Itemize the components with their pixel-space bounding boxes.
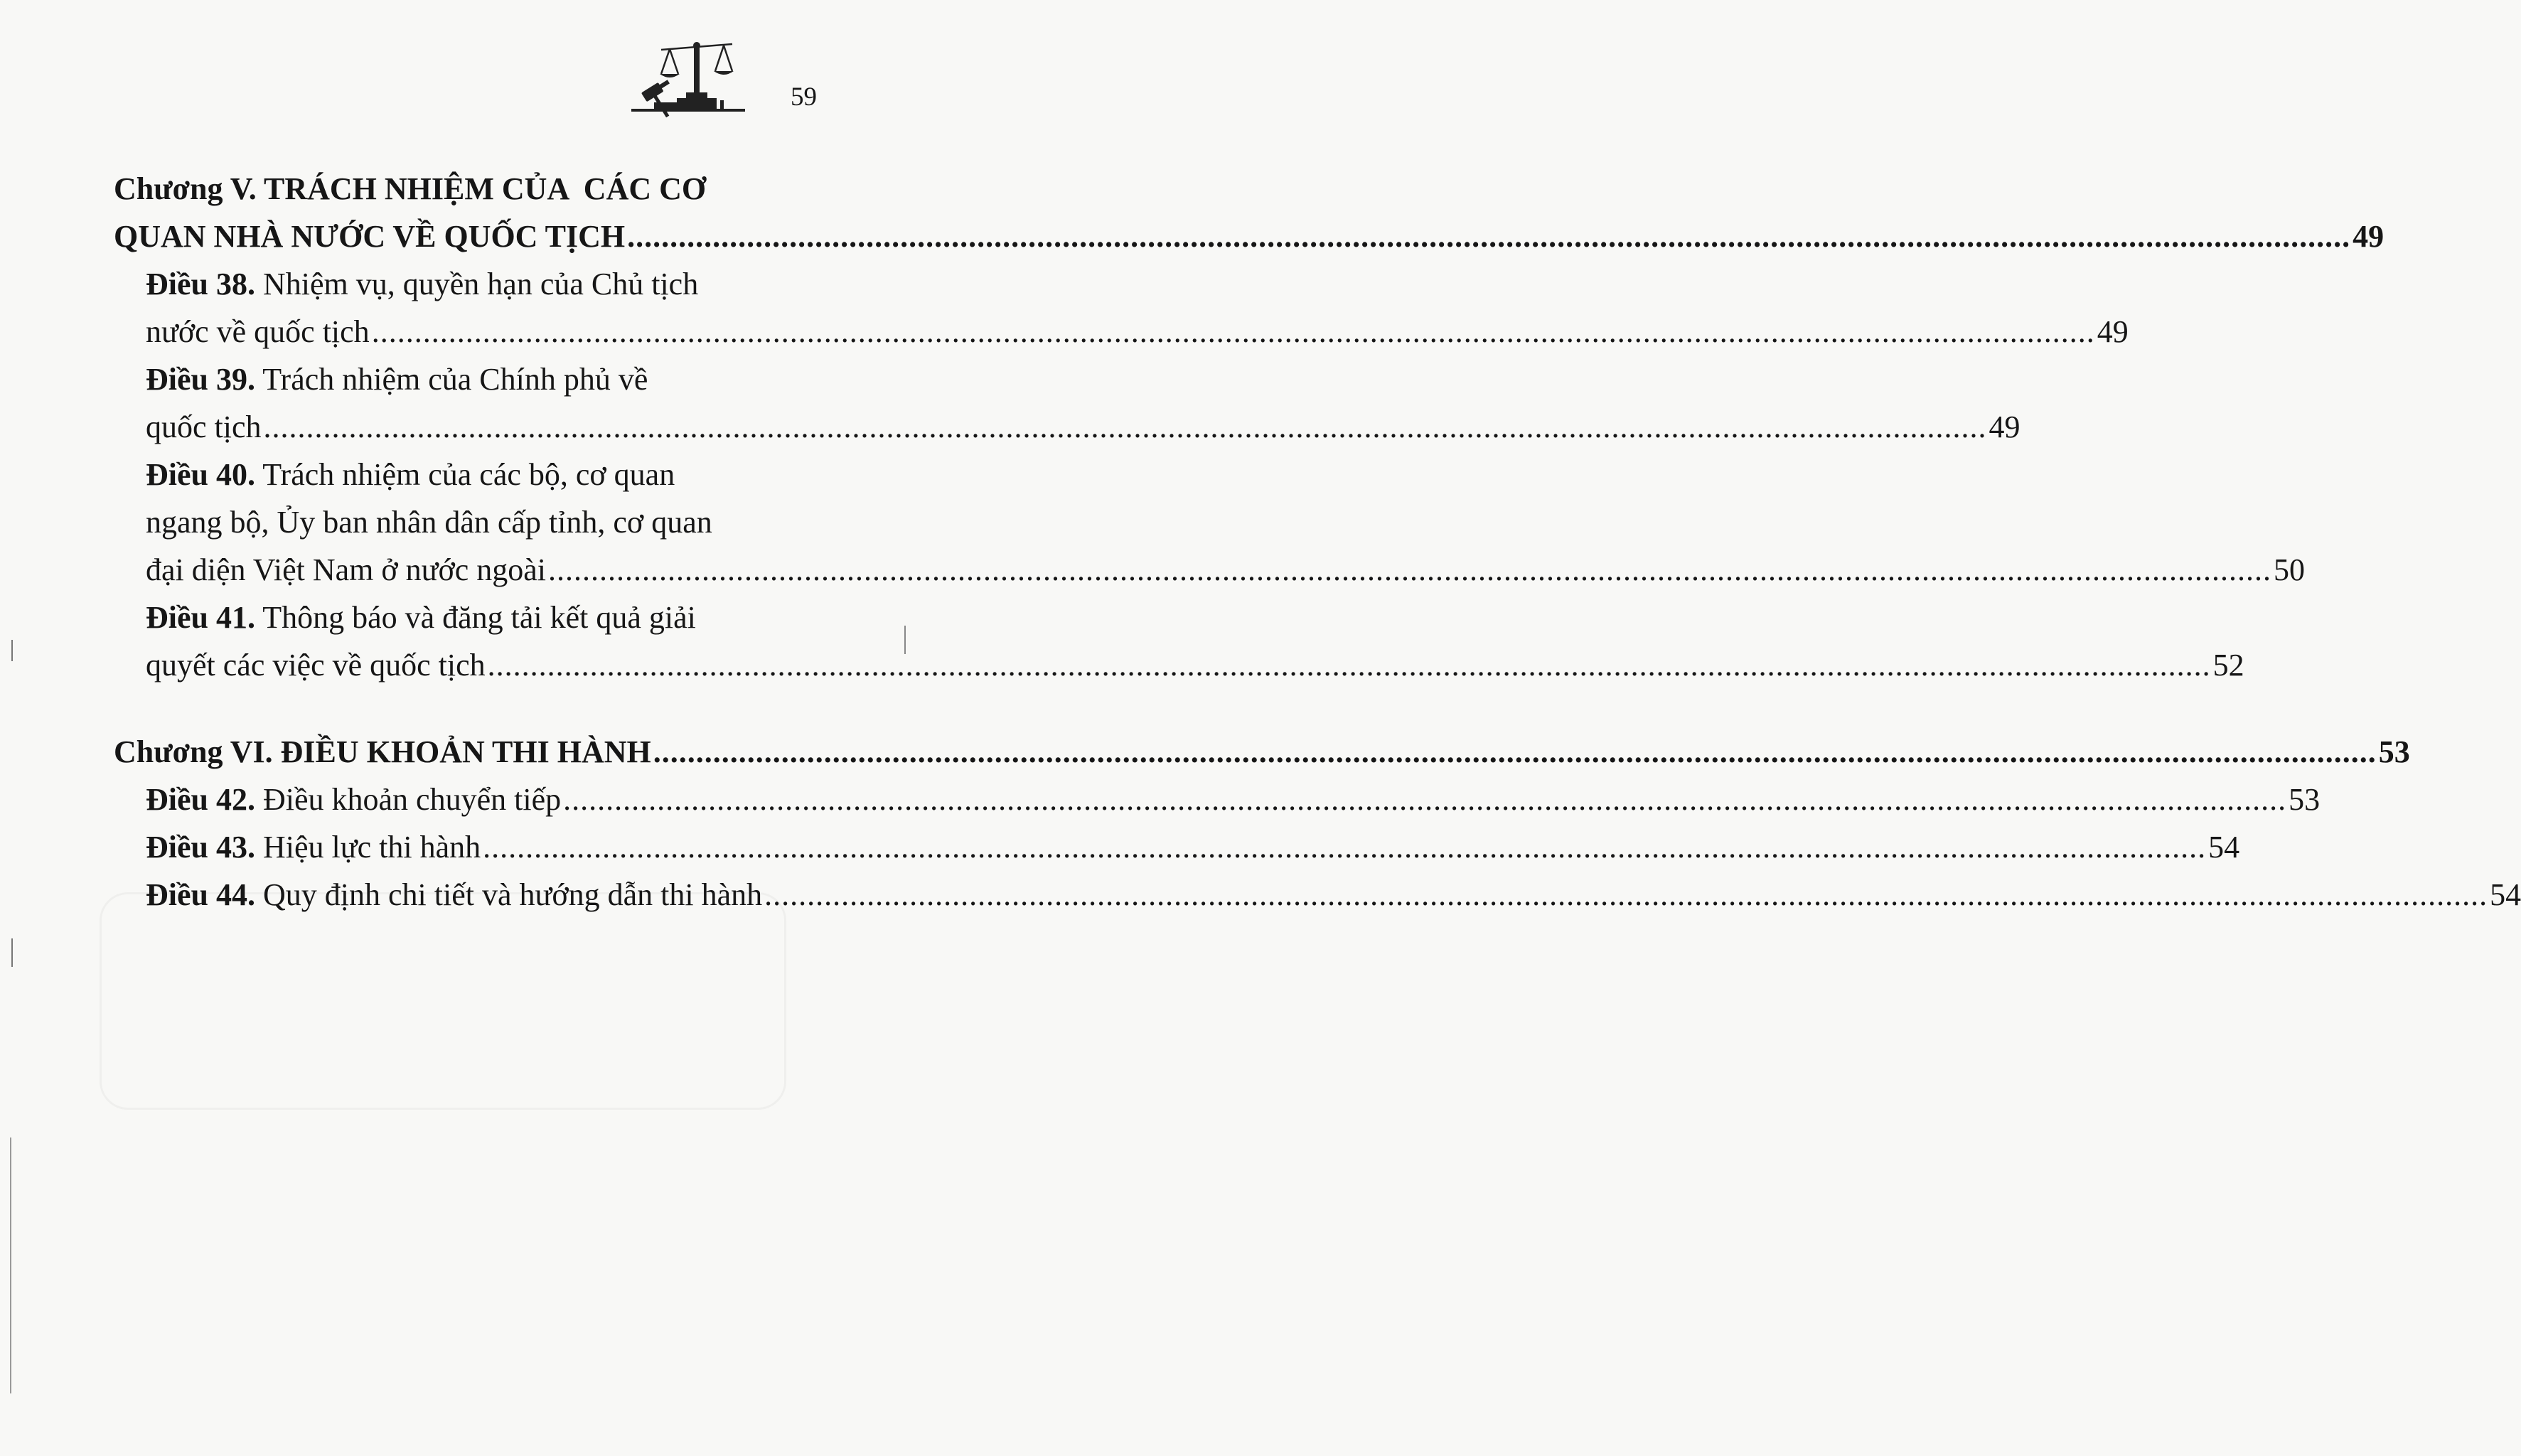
article-41-number: Điều 41.	[146, 600, 255, 635]
article-39-title-part-1: Trách nhiệm của Chính phủ về	[255, 362, 648, 397]
chapter-5-page-ref: 49	[2353, 219, 2384, 254]
leader-dots	[627, 213, 2350, 260]
leader-dots	[488, 641, 2211, 689]
article-39-line-1	[114, 355, 818, 403]
article-41-title-part-2: quyết các việc về quốc tịch	[146, 648, 486, 682]
section-spacer	[114, 689, 818, 728]
article-40-line-1	[114, 451, 818, 498]
margin-scan-mark	[11, 640, 13, 661]
chapter-6-title: Chương VI. ĐIỀU KHOẢN THI HÀNH	[114, 734, 651, 769]
article-40-number: Điều 40.	[146, 457, 255, 492]
article-40-title-part-3: đại diện Việt Nam ở nước ngoài	[146, 552, 547, 587]
chapter-6-page-ref: 53	[2378, 734, 2410, 769]
page-header	[626, 37, 839, 122]
article-39-number: Điều 39.	[146, 362, 255, 397]
article-44-title: Quy định chi tiết và hướng dẫn thi hành	[255, 877, 763, 912]
article-38-line-2	[114, 308, 2129, 355]
article-41-page-ref: 52	[2212, 648, 2244, 682]
article-38-title-part-1: Nhiệm vụ, quyền hạn của Chủ tịch	[255, 267, 699, 301]
margin-scan-mark	[904, 626, 906, 654]
chapter-5-title-part-1: Chương V. TRÁCH NHIỆM CỦA CÁC CƠ	[114, 171, 707, 206]
article-42-number: Điều 42.	[146, 782, 255, 817]
article-42-title: Điều khoản chuyển tiếp	[255, 782, 562, 817]
article-41-line-2	[114, 641, 2244, 689]
chapter-5-heading-line-1	[114, 165, 818, 213]
leader-dots	[653, 728, 2377, 776]
article-41-title-part-1: Thông báo và đăng tải kết quả giải	[255, 600, 696, 635]
chapter-5-heading-line-2	[114, 213, 2384, 260]
article-40-page-ref: 50	[2274, 552, 2306, 587]
leader-dots	[483, 823, 2206, 871]
article-39-page-ref: 49	[1989, 410, 2020, 444]
article-40-title-part-2: ngang bộ, Ủy ban nhân dân cấp tỉnh, cơ quan	[146, 505, 712, 540]
margin-scan-mark	[10, 1138, 11, 1393]
article-38-number: Điều 38.	[146, 267, 255, 301]
article-44-page-ref: 54	[2490, 877, 2521, 912]
article-38-entry	[146, 260, 698, 308]
article-40-title-part-1: Trách nhiệm của các bộ, cơ quan	[255, 457, 675, 492]
article-43-line	[114, 823, 2240, 871]
page-number: 59	[791, 82, 817, 112]
article-38-line-1	[114, 260, 818, 308]
article-40-line-2	[114, 498, 818, 546]
article-44-number: Điều 44.	[146, 877, 255, 912]
leader-dots	[563, 776, 2286, 823]
chapter-6-heading	[114, 728, 2410, 776]
margin-scan-mark	[11, 938, 13, 967]
leader-dots	[548, 546, 2271, 594]
article-44-line	[114, 871, 2521, 919]
scales-of-justice-and-gavel-icon	[626, 37, 754, 117]
article-41-line-1	[114, 594, 818, 641]
leader-dots	[372, 308, 2095, 355]
article-40-line-3	[114, 546, 2306, 594]
chapter-5-title-part-2: QUAN NHÀ NƯỚC VỀ QUỐC TỊCH	[114, 219, 626, 254]
article-38-title-part-2: nước về quốc tịch	[146, 314, 370, 349]
article-39-line-2	[114, 403, 2020, 451]
article-43-title: Hiệu lực thi hành	[255, 830, 481, 864]
show-through-shadow	[100, 892, 786, 1110]
leader-dots	[764, 871, 2488, 919]
article-39-title-part-2: quốc tịch	[146, 410, 262, 444]
article-43-page-ref: 54	[2208, 830, 2240, 864]
leader-dots	[264, 403, 1987, 451]
article-38-page-ref: 49	[2097, 314, 2129, 349]
article-42-page-ref: 53	[2289, 782, 2321, 817]
table-of-contents	[114, 165, 2521, 919]
article-42-line	[114, 776, 2321, 823]
article-43-number: Điều 43.	[146, 830, 255, 864]
